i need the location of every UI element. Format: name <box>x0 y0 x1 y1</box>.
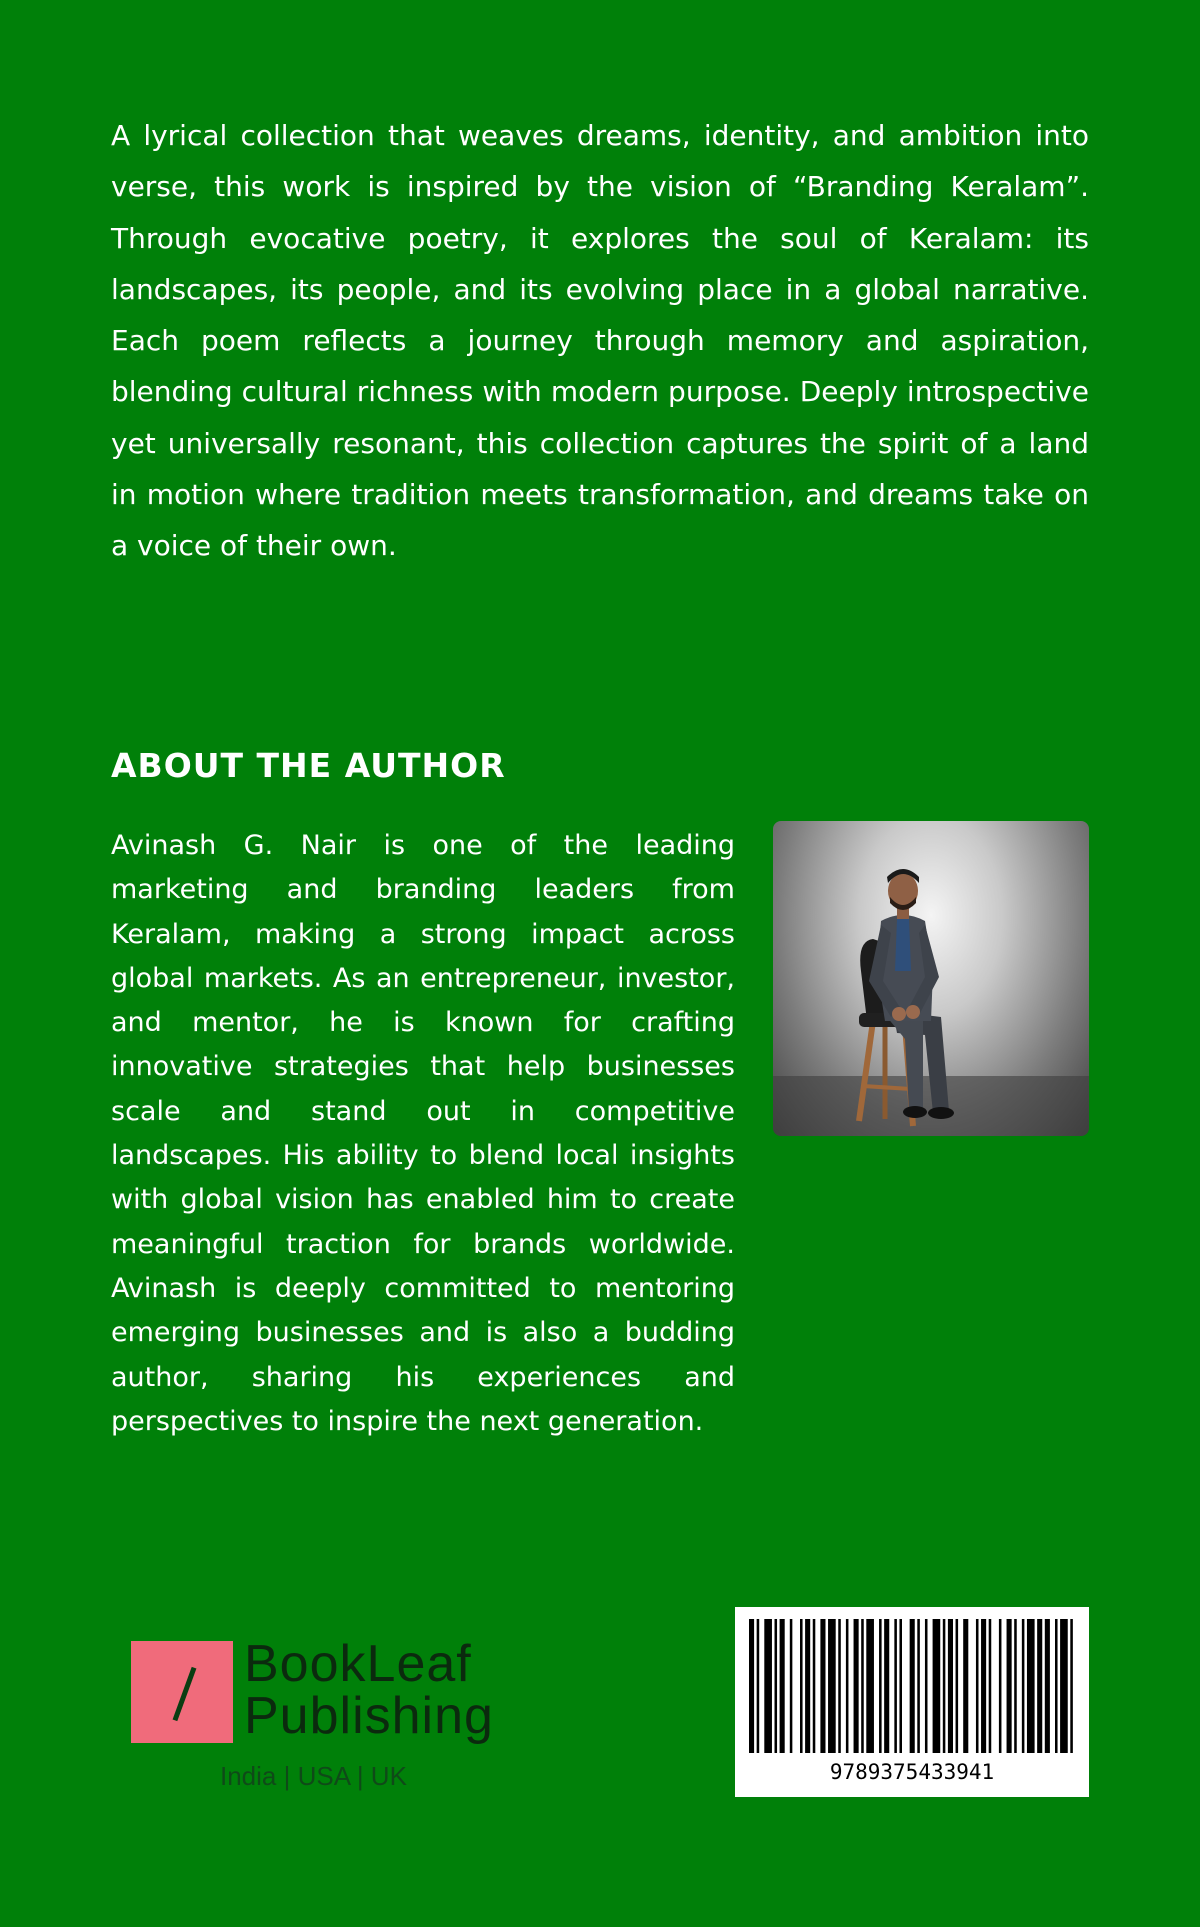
author-photo <box>773 821 1089 1136</box>
publisher-logo <box>131 1636 511 1796</box>
barcode-bar <box>838 1619 841 1753</box>
barcode-bar <box>790 1619 793 1753</box>
barcode-bar <box>1060 1619 1068 1753</box>
barcode-bar <box>1007 1619 1012 1753</box>
isbn-number: 9789375433941 <box>829 1760 995 1784</box>
barcode-bar <box>764 1619 772 1753</box>
barcode-bar <box>925 1619 928 1753</box>
barcode-bar <box>1045 1619 1050 1753</box>
barcode-bar <box>933 1619 941 1753</box>
barcode-bar <box>866 1619 874 1753</box>
publisher-name-line2: Publishing <box>244 1687 494 1745</box>
isbn-barcode <box>735 1607 1089 1797</box>
barcode-bar <box>1037 1619 1042 1753</box>
author-bio: Avinash G. Nair is one of the leading marketing and branding leaders from Keralam, making a strong impact across global markets. As an entrepreneur, investor, and mentor, he is known for crafting innovative strategies that help businesses scale and stand out in competitive landscapes. His ability to blend local insights with global vision has enabled him to create meaningful traction for brands worldwide. Avinash is deeply committed to mentoring emerging businesses and is also a budding author, sharing his experiences and perspectives to inspire the next generation. <box>111 830 735 1437</box>
barcode-bar <box>1022 1619 1025 1753</box>
barcode-bar <box>989 1619 992 1753</box>
barcode-bar <box>884 1619 889 1753</box>
barcode-bar <box>956 1619 959 1753</box>
barcode-bar <box>749 1619 754 1753</box>
barcode-bar <box>854 1619 859 1753</box>
barcode-bar <box>894 1619 897 1753</box>
barcode-bar <box>963 1619 968 1753</box>
publisher-name-line1: BookLeaf <box>244 1635 472 1693</box>
barcode-bar <box>948 1619 953 1753</box>
barcode-bar <box>1027 1619 1035 1753</box>
barcode-bar <box>999 1619 1002 1753</box>
barcode-bar <box>813 1619 816 1753</box>
barcode-bar <box>757 1619 760 1753</box>
barcode-bar <box>828 1619 836 1753</box>
barcode-bar <box>976 1619 979 1753</box>
barcode-bar <box>1055 1619 1058 1753</box>
barcode-bar <box>820 1619 825 1753</box>
barcode-bar <box>846 1619 849 1753</box>
barcode-bar <box>879 1619 882 1753</box>
barcode-bar <box>917 1619 920 1753</box>
barcode-bar <box>775 1619 778 1753</box>
barcode-bars <box>735 1607 1089 1757</box>
barcode-bar <box>899 1619 902 1753</box>
barcode-bar <box>780 1619 785 1753</box>
book-blurb: A lyrical collection that weaves dreams, identity, and ambition into verse, this work is inspired by the vision of “Branding Keralam”. Through evocative poetry, it explores the soul of Keralam: its landscapes, its people, and its evolving place in a global narrative. Each poem reflects a journey through memory and aspiration, blending cultural richness with modern purpose. Deeply introspective yet universally resonant, this collection captures the spirit of a land in motion where tradition meets transformation, and dreams take on a voice of their own. <box>111 119 1089 563</box>
barcode-bar <box>910 1619 915 1753</box>
barcode-bar <box>1014 1619 1017 1753</box>
barcode-bar <box>943 1619 946 1753</box>
barcode-bar <box>981 1619 986 1753</box>
publisher-regions: India | USA | UK <box>220 1761 407 1791</box>
about-author-heading: ABOUT THE AUTHOR <box>111 746 506 785</box>
barcode-bar <box>1070 1619 1073 1753</box>
barcode-bar <box>805 1619 810 1753</box>
barcode-bar <box>861 1619 864 1753</box>
barcode-bar <box>800 1619 803 1753</box>
